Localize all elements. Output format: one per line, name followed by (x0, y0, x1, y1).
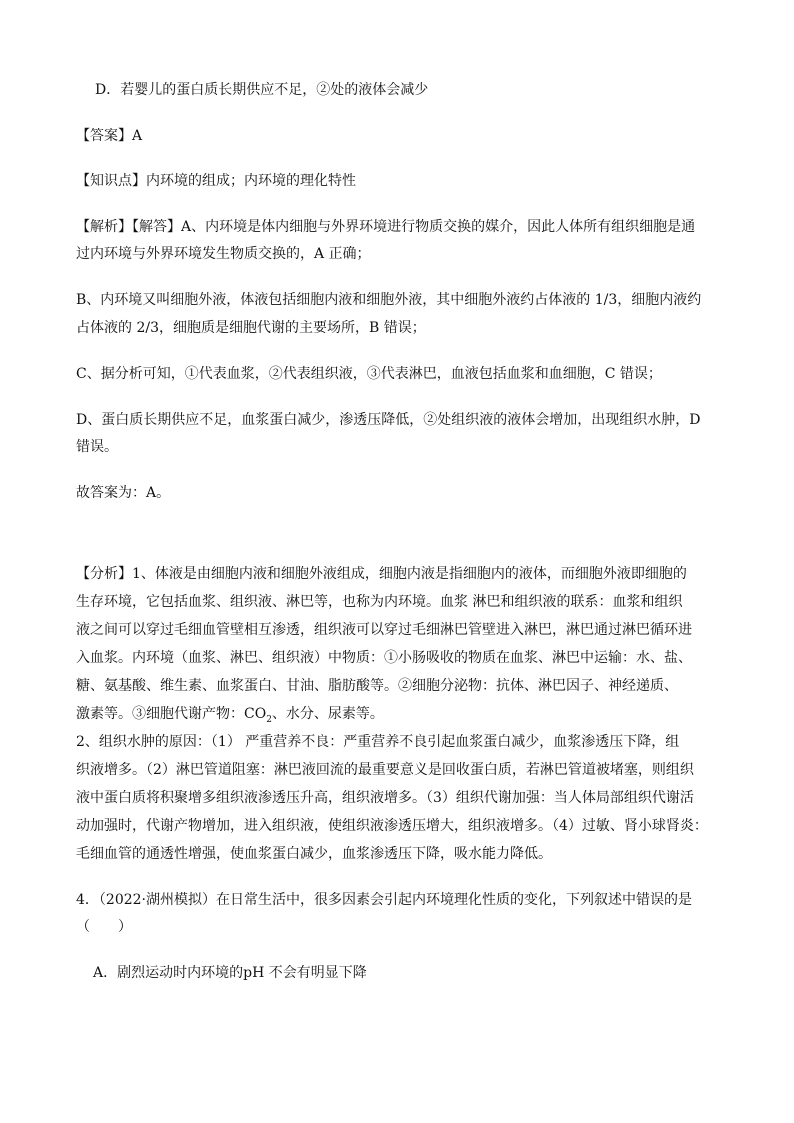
knowledge-point-line: 【知识点】内环境的组成；内环境的理化特性 (76, 173, 356, 189)
edema-line-4: 动加强时，代谢产物增加，进入组织液，使组织液渗透压增大，组织液增多。（4）过敏、肾小球肾炎： (76, 818, 708, 834)
final-answer-line: 故答案为：A。 (76, 485, 171, 501)
analysis-section-line-1: 【分析】1、体液是由细胞内液和细胞外液组成，细胞内液是指细胞内的液体，而细胞外液即细胞的 (76, 566, 687, 582)
analysis-section-line-5: 糖、氨基酸、维生素、血浆蛋白、甘油、脂肪酸等。②细胞分泌物：抗体、淋巴因子、神经递质、 (76, 678, 678, 694)
question-4-stem-line-1: 4．（2022·湖州模拟）在日常生活中，很多因素会引起内环境理化性质的变化，下列叙述中错误的是 (76, 892, 692, 908)
edema-line-3: 液中蛋白质将积聚增多组织液渗透压升高，组织液增多。（3）组织代谢加强：当人体局部组织代谢活 (76, 790, 694, 806)
option-d-line: D．若婴儿的蛋白质长期供应不足，②处的液体会减少 (95, 82, 429, 98)
edema-line-1: 2、组织水肿的原因：（1） 严重营养不良：严重营养不良引起血浆蛋白减少，血浆渗透压下降，组 (76, 734, 680, 750)
analysis-a-line-2: 过内环境与外界环境发生物质交换的，A 正确； (76, 246, 371, 262)
answer-line: 【答案】A (76, 128, 143, 144)
analysis-d-line-1: D、蛋白质长期供应不足，血浆蛋白减少，渗透压降低，②处组织液的液体会增加，出现组织水肿，D (76, 412, 701, 428)
analysis-b-line-2: 占体液的 2/3，细胞质是细胞代谢的主要场所，B 错误； (76, 320, 426, 336)
metabolite-prefix: 激素等。③细胞代谢产物：CO (76, 706, 267, 722)
analysis-section-line-6 (76, 704, 726, 724)
edema-line-2: 织液增多。（2）淋巴管道阻塞：淋巴液回流的最重要意义是回收蛋白质，若淋巴管道被堵塞，则组织 (76, 762, 694, 778)
question-4-stem-line-2: （ ） (76, 919, 132, 935)
analysis-section-line-2: 生存环境，它包括血浆、组织液、淋巴等，也称为内环境。血浆 淋巴和组织液的联系：血浆和组织 (76, 594, 683, 610)
analysis-c-line: C、据分析可知，①代表血浆，②代表组织液，③代表淋巴，血液包括血浆和血细胞，C 错误； (76, 366, 662, 382)
co2-subscript: 2 (266, 714, 272, 725)
analysis-section-line-4: 入血浆。内环境（血浆、淋巴、组织液）中物质：①小肠吸收的物质在血浆、淋巴中运输：水、盐、 (76, 650, 692, 666)
analysis-section-line-3: 液之间可以穿过毛细血管壁相互渗透，组织液可以穿过毛细淋巴管壁进入淋巴，淋巴通过淋巴循环进 (76, 622, 692, 638)
metabolite-suffix: 、水分、尿素等。 (271, 706, 384, 722)
edema-line-5: 毛细血管的通透性增强，使血浆蛋白减少，血浆渗透压下降，吸水能力降低。 (76, 846, 552, 862)
analysis-a-line-1: 【解析】【解答】A、内环境是体内细胞与外界环境进行物质交换的媒介，因此人体所有组织细胞是通 (76, 219, 696, 235)
analysis-d-line-2: 错误。 (76, 439, 118, 455)
question-4-option-a: A．剧烈运动时内环境的pH 不会有明显下降 (93, 965, 367, 981)
analysis-b-line-1: B、内环境又叫细胞外液，体液包括细胞内液和细胞外液，其中细胞外液约占体液的 1/3，细胞内液约 (76, 292, 702, 308)
